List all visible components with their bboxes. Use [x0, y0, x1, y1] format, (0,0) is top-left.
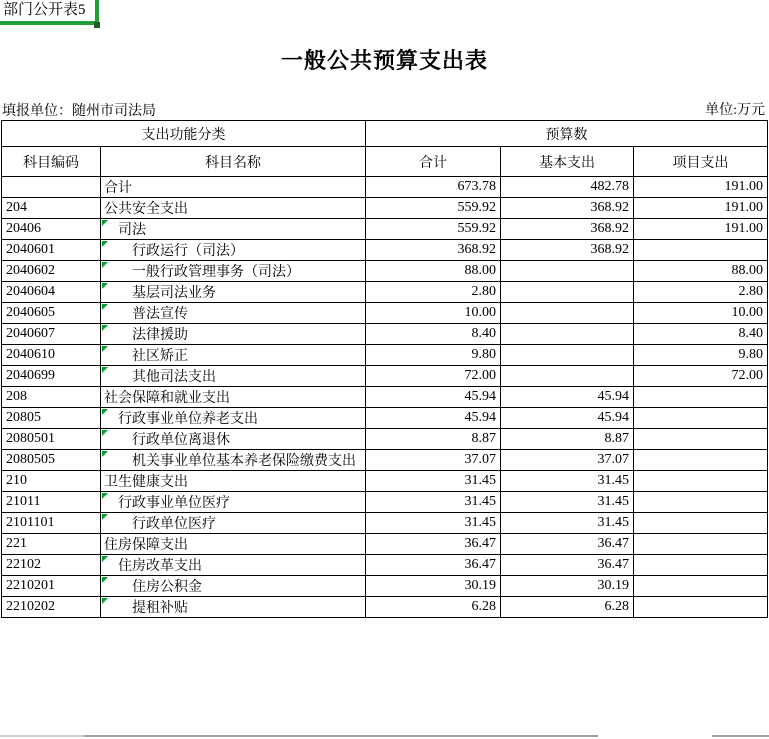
cell-total[interactable]: 9.80: [366, 345, 501, 366]
subject-name-text: 提租补贴: [132, 601, 188, 616]
subject-name-text: 行政事业单位医疗: [118, 496, 230, 511]
cell-basic-expenditure[interactable]: 31.45: [501, 513, 634, 534]
cell-total[interactable]: 559.92: [366, 198, 501, 219]
cell-total[interactable]: 31.45: [366, 471, 501, 492]
cell-subject-name[interactable]: [101, 366, 366, 387]
cell-basic-expenditure[interactable]: 36.47: [501, 555, 634, 576]
table-row: [2, 513, 768, 534]
cell-subject-name[interactable]: [101, 492, 366, 513]
cell-basic-expenditure[interactable]: 368.92: [501, 219, 634, 240]
cell-project-expenditure[interactable]: 8.40: [634, 324, 768, 345]
cell-subject-name[interactable]: [101, 240, 366, 261]
cell-subject-code[interactable]: 2101101: [2, 513, 101, 534]
error-indicator-triangle: [102, 514, 108, 520]
cell-subject-code[interactable]: 204: [2, 198, 101, 219]
cell-basic-expenditure[interactable]: 45.94: [501, 408, 634, 429]
error-indicator-triangle: [102, 430, 108, 436]
table-row: [2, 555, 768, 576]
cell-total[interactable]: 88.00: [366, 261, 501, 282]
subject-name-text: 卫生健康支出: [104, 475, 188, 490]
error-indicator-triangle: [102, 220, 108, 226]
cell-total[interactable]: 36.47: [366, 555, 501, 576]
cell-subject-name[interactable]: [101, 408, 366, 429]
subject-name-text: 其他司法支出: [132, 370, 216, 385]
cell-total[interactable]: 36.47: [366, 534, 501, 555]
cell-project-expenditure[interactable]: 191.00: [634, 219, 768, 240]
cell-basic-expenditure[interactable]: 482.78: [501, 177, 634, 198]
table-row: [2, 303, 768, 324]
subject-name-text: 一般行政管理事务（司法）: [132, 265, 300, 280]
cell-project-expenditure[interactable]: 9.80: [634, 345, 768, 366]
window-bottom-edge-segment: [712, 735, 769, 737]
cell-total[interactable]: 72.00: [366, 366, 501, 387]
cell-project-expenditure[interactable]: 2.80: [634, 282, 768, 303]
table-row: [2, 387, 768, 408]
subject-name-text: 住房公积金: [132, 580, 202, 595]
cell-total[interactable]: 45.94: [366, 387, 501, 408]
cell-project-expenditure[interactable]: [634, 492, 768, 513]
table-row: [2, 534, 768, 555]
cell-basic-expenditure[interactable]: [501, 366, 634, 387]
cell-project-expenditure[interactable]: 72.00: [634, 366, 768, 387]
cell-subject-code[interactable]: 20406: [2, 219, 101, 240]
subject-name-text: 行政运行（司法）: [132, 244, 244, 259]
window-bottom-edge-segment: [0, 735, 84, 737]
cell-total[interactable]: 45.94: [366, 408, 501, 429]
cell-total[interactable]: 6.28: [366, 597, 501, 618]
error-indicator-triangle: [102, 493, 108, 499]
cell-subject-code[interactable]: 2040602: [2, 261, 101, 282]
cell-subject-code[interactable]: 22102: [2, 555, 101, 576]
cell-basic-expenditure[interactable]: [501, 261, 634, 282]
header-budget-figures[interactable]: 预算数: [366, 121, 768, 147]
cell-project-expenditure[interactable]: 191.00: [634, 177, 768, 198]
header-column-row: [2, 147, 768, 177]
header-subject-name[interactable]: 科目名称: [101, 147, 366, 177]
cell-project-expenditure[interactable]: 88.00: [634, 261, 768, 282]
cell-project-expenditure[interactable]: [634, 240, 768, 261]
subject-name-text: 司法: [118, 223, 146, 238]
table-header: [2, 121, 768, 177]
error-indicator-triangle: [102, 556, 108, 562]
table-row: [2, 261, 768, 282]
subject-name-text: 行政单位离退休: [132, 433, 230, 448]
header-project-expenditure[interactable]: 项目支出: [634, 147, 768, 177]
cell-basic-expenditure[interactable]: 368.92: [501, 198, 634, 219]
cell-subject-name[interactable]: [101, 198, 366, 219]
cell-subject-name[interactable]: [101, 324, 366, 345]
header-subject-code[interactable]: 科目编码: [2, 147, 101, 177]
table-row: [2, 492, 768, 513]
cell-project-expenditure[interactable]: 10.00: [634, 303, 768, 324]
window-bottom-edge-segment: [84, 735, 598, 737]
cell-subject-code[interactable]: 2040604: [2, 282, 101, 303]
reporting-unit-label: 填报单位：随州市司法局: [2, 104, 156, 119]
table-row: [2, 198, 768, 219]
header-total[interactable]: 合计: [366, 147, 501, 177]
cell-basic-expenditure[interactable]: [501, 303, 634, 324]
cell-project-expenditure[interactable]: [634, 576, 768, 597]
cell-subject-name[interactable]: [101, 345, 366, 366]
cell-subject-code[interactable]: 2080501: [2, 429, 101, 450]
cell-subject-code[interactable]: 2040699: [2, 366, 101, 387]
error-indicator-triangle: [102, 451, 108, 457]
cell-basic-expenditure[interactable]: [501, 345, 634, 366]
cell-project-expenditure[interactable]: [634, 387, 768, 408]
cell-subject-code[interactable]: 2040607: [2, 324, 101, 345]
error-indicator-triangle: [102, 598, 108, 604]
cell-project-expenditure[interactable]: [634, 471, 768, 492]
cell-subject-code[interactable]: 208: [2, 387, 101, 408]
subject-name-text: 行政单位医疗: [132, 517, 216, 532]
cell-subject-name[interactable]: [101, 450, 366, 471]
cell-subject-code[interactable]: 21011: [2, 492, 101, 513]
error-indicator-triangle: [102, 367, 108, 373]
cell-subject-code[interactable]: 2210202: [2, 597, 101, 618]
cell-total[interactable]: 559.92: [366, 219, 501, 240]
cell-subject-code[interactable]: [2, 177, 101, 198]
page-title: 一般公共预算支出表: [280, 48, 488, 73]
error-indicator-triangle: [102, 304, 108, 310]
error-indicator-triangle: [102, 241, 108, 247]
cell-total[interactable]: 31.45: [366, 513, 501, 534]
unit-label: 单位:万元: [705, 103, 765, 118]
table-row: [2, 576, 768, 597]
error-indicator-triangle: [102, 409, 108, 415]
cell-basic-expenditure[interactable]: [501, 324, 634, 345]
cell-basic-expenditure[interactable]: 45.94: [501, 387, 634, 408]
table-row: [2, 345, 768, 366]
cell-subject-code[interactable]: 2040605: [2, 303, 101, 324]
subject-name-text: 合计: [104, 181, 132, 196]
cell-total[interactable]: 8.87: [366, 429, 501, 450]
subject-name-text: 社区矫正: [132, 349, 188, 364]
cell-subject-name[interactable]: [101, 597, 366, 618]
table-row: [2, 408, 768, 429]
cell-subject-code[interactable]: 2040601: [2, 240, 101, 261]
subject-name-text: 住房改革支出: [118, 559, 202, 574]
cell-subject-name[interactable]: [101, 177, 366, 198]
cell-subject-code[interactable]: 2040610: [2, 345, 101, 366]
cell-project-expenditure[interactable]: [634, 534, 768, 555]
cell-subject-name[interactable]: [101, 387, 366, 408]
table-row: [2, 282, 768, 303]
table-row: [2, 429, 768, 450]
table-row: [2, 177, 768, 198]
corner-sheet-label-cell[interactable]: [0, 0, 99, 25]
cell-subject-name[interactable]: [101, 534, 366, 555]
corner-sheet-label: 部门公开表5: [3, 2, 86, 18]
table-row: [2, 597, 768, 618]
cell-total[interactable]: 31.45: [366, 492, 501, 513]
header-function-classification[interactable]: 支出功能分类: [2, 121, 366, 147]
subject-name-text: 普法宣传: [132, 307, 188, 322]
cell-subject-code[interactable]: 2210201: [2, 576, 101, 597]
cell-basic-expenditure[interactable]: 6.28: [501, 597, 634, 618]
cell-total[interactable]: 8.40: [366, 324, 501, 345]
cell-subject-name[interactable]: [101, 219, 366, 240]
cell-basic-expenditure[interactable]: 8.87: [501, 429, 634, 450]
cell-project-expenditure[interactable]: [634, 429, 768, 450]
error-indicator-triangle: [102, 283, 108, 289]
cell-total[interactable]: 673.78: [366, 177, 501, 198]
table-body: [2, 177, 768, 618]
cell-project-expenditure[interactable]: 191.00: [634, 198, 768, 219]
cell-subject-name[interactable]: [101, 471, 366, 492]
cell-subject-name[interactable]: [101, 303, 366, 324]
error-indicator-triangle: [102, 262, 108, 268]
table-row: [2, 240, 768, 261]
subject-name-text: 机关事业单位基本养老保险缴费支出: [132, 454, 356, 469]
cell-total[interactable]: 2.80: [366, 282, 501, 303]
table-row: [2, 324, 768, 345]
error-indicator-triangle: [102, 346, 108, 352]
table-row: [2, 471, 768, 492]
cell-subject-name[interactable]: [101, 576, 366, 597]
subject-name-text: 住房保障支出: [104, 538, 188, 553]
cell-subject-name[interactable]: [101, 513, 366, 534]
table-row: [2, 219, 768, 240]
subject-name-text: 基层司法业务: [132, 286, 216, 301]
header-group-row: [2, 121, 768, 147]
cell-project-expenditure[interactable]: [634, 513, 768, 534]
cell-subject-name[interactable]: [101, 282, 366, 303]
cell-subject-code[interactable]: 20805: [2, 408, 101, 429]
budget-table: [1, 120, 768, 618]
cell-project-expenditure[interactable]: [634, 597, 768, 618]
cell-basic-expenditure[interactable]: 30.19: [501, 576, 634, 597]
cell-total[interactable]: 30.19: [366, 576, 501, 597]
subject-name-text: 法律援助: [132, 328, 188, 343]
cell-project-expenditure[interactable]: [634, 555, 768, 576]
table-row: [2, 450, 768, 471]
cell-basic-expenditure[interactable]: 36.47: [501, 534, 634, 555]
cell-basic-expenditure[interactable]: 31.45: [501, 492, 634, 513]
cell-subject-code[interactable]: 210: [2, 471, 101, 492]
cell-subject-name[interactable]: [101, 429, 366, 450]
subject-name-text: 公共安全支出: [104, 202, 188, 217]
cell-total[interactable]: 10.00: [366, 303, 501, 324]
error-indicator-triangle: [102, 325, 108, 331]
cell-basic-expenditure[interactable]: [501, 282, 634, 303]
cell-subject-name[interactable]: [101, 261, 366, 282]
subject-name-text: 社会保障和就业支出: [104, 391, 230, 406]
header-basic-expenditure[interactable]: 基本支出: [501, 147, 634, 177]
fill-handle[interactable]: [94, 22, 100, 28]
cell-basic-expenditure[interactable]: 368.92: [501, 240, 634, 261]
error-indicator-triangle: [102, 577, 108, 583]
table-row: [2, 366, 768, 387]
cell-project-expenditure[interactable]: [634, 450, 768, 471]
cell-total[interactable]: 368.92: [366, 240, 501, 261]
cell-total[interactable]: 37.07: [366, 450, 501, 471]
cell-project-expenditure[interactable]: [634, 408, 768, 429]
subject-name-text: 行政事业单位养老支出: [118, 412, 258, 427]
cell-basic-expenditure[interactable]: 37.07: [501, 450, 634, 471]
cell-basic-expenditure[interactable]: 31.45: [501, 471, 634, 492]
cell-subject-name[interactable]: [101, 555, 366, 576]
cell-subject-code[interactable]: 2080505: [2, 450, 101, 471]
cell-subject-code[interactable]: 221: [2, 534, 101, 555]
